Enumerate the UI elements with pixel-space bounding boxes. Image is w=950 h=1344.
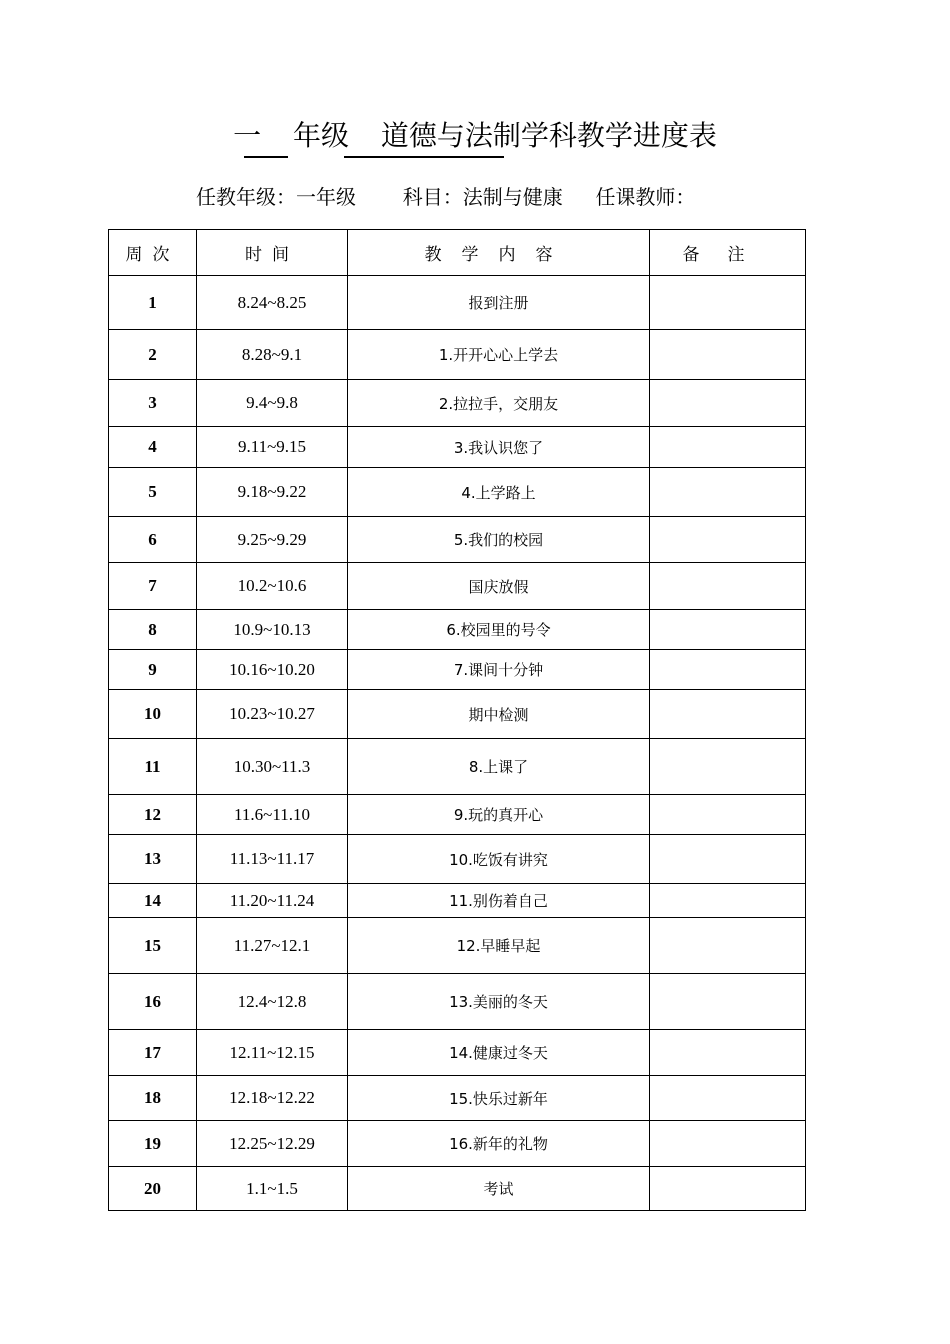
content-cell: 2.拉拉手，交朋友: [348, 380, 650, 427]
date-cell: 10.9~10.13: [197, 610, 348, 650]
table-row: [109, 739, 806, 795]
header-week: 周次: [109, 230, 197, 276]
date-cell: 12.4~12.8: [197, 974, 348, 1030]
date-cell: 8.28~9.1: [197, 330, 348, 380]
subtitle-teacher: 任课教师：: [595, 185, 696, 209]
subtitle-grade: 任教年级：一年级: [196, 185, 356, 209]
table-row: [109, 517, 806, 563]
content-cell: 13.美丽的冬天: [348, 974, 650, 1030]
table-row: [109, 1167, 806, 1211]
table-header-row: [109, 230, 806, 276]
title-underline-grade: [244, 156, 288, 158]
content-cell: 3.我认识您了: [348, 427, 650, 468]
table-row: [109, 690, 806, 739]
subtitle-subject: 科目：法制与健康: [402, 185, 563, 209]
week-cell: 8: [109, 610, 197, 650]
week-cell: 4: [109, 427, 197, 468]
note-cell: [650, 884, 806, 918]
date-cell: 9.11~9.15: [197, 427, 348, 468]
week-cell: 10: [109, 690, 197, 739]
date-cell: 11.6~11.10: [197, 795, 348, 835]
week-cell: 3: [109, 380, 197, 427]
week-cell: 16: [109, 974, 197, 1030]
week-cell: 15: [109, 918, 197, 974]
title-rest: 学科教学进度表: [520, 119, 717, 152]
content-cell: 7.课间十分钟: [348, 650, 650, 690]
table-row: [109, 1030, 806, 1076]
content-cell: 16.新年的礼物: [348, 1121, 650, 1167]
date-cell: 10.16~10.20: [197, 650, 348, 690]
date-cell: 12.18~12.22: [197, 1076, 348, 1121]
title-subject: 道德与法制: [380, 119, 521, 152]
note-cell: [650, 974, 806, 1030]
header-date: 时间: [197, 230, 348, 276]
date-cell: 9.25~9.29: [197, 517, 348, 563]
week-cell: 14: [109, 884, 197, 918]
table-row: [109, 563, 806, 610]
date-cell: 12.11~12.15: [197, 1030, 348, 1076]
note-cell: [650, 835, 806, 884]
week-cell: 6: [109, 517, 197, 563]
week-cell: 13: [109, 835, 197, 884]
note-cell: [650, 1076, 806, 1121]
note-cell: [650, 517, 806, 563]
note-cell: [650, 563, 806, 610]
note-cell: [650, 330, 806, 380]
week-cell: 2: [109, 330, 197, 380]
date-cell: 8.24~8.25: [197, 276, 348, 330]
content-cell: 4.上学路上: [348, 468, 650, 517]
table-row: [109, 974, 806, 1030]
table-row: [109, 835, 806, 884]
note-cell: [650, 739, 806, 795]
content-cell: 15.快乐过新年: [348, 1076, 650, 1121]
note-cell: [650, 1167, 806, 1211]
table-row: [109, 330, 806, 380]
note-cell: [650, 468, 806, 517]
note-cell: [650, 380, 806, 427]
content-cell: 5.我们的校园: [348, 517, 650, 563]
table-row: [109, 918, 806, 974]
subtitle: [196, 180, 695, 214]
table-row: [109, 795, 806, 835]
content-cell: 8.上课了: [348, 739, 650, 795]
date-cell: 11.13~11.17: [197, 835, 348, 884]
note-cell: [650, 690, 806, 739]
week-cell: 9: [109, 650, 197, 690]
week-cell: 20: [109, 1167, 197, 1211]
table-row: [109, 380, 806, 427]
week-cell: 7: [109, 563, 197, 610]
table-row: [109, 650, 806, 690]
title-grade: 一: [233, 119, 262, 152]
note-cell: [650, 1030, 806, 1076]
week-cell: 19: [109, 1121, 197, 1167]
page-title: [0, 112, 950, 160]
note-cell: [650, 276, 806, 330]
week-cell: 1: [109, 276, 197, 330]
content-cell: 期中检测: [348, 690, 650, 739]
content-cell: 报到注册: [348, 276, 650, 330]
week-cell: 5: [109, 468, 197, 517]
title-grade-word: 年级: [292, 119, 349, 152]
title-underline-subject: [344, 156, 504, 158]
note-cell: [650, 650, 806, 690]
content-cell: 1.开开心心上学去: [348, 330, 650, 380]
date-cell: 10.23~10.27: [197, 690, 348, 739]
header-content: 教学内容: [348, 230, 650, 276]
date-cell: 9.18~9.22: [197, 468, 348, 517]
table-row: [109, 427, 806, 468]
week-cell: 12: [109, 795, 197, 835]
note-cell: [650, 918, 806, 974]
date-cell: 11.20~11.24: [197, 884, 348, 918]
date-cell: 10.30~11.3: [197, 739, 348, 795]
week-cell: 11: [109, 739, 197, 795]
table-row: [109, 276, 806, 330]
table-row: [109, 468, 806, 517]
content-cell: 12.早睡早起: [348, 918, 650, 974]
table-row: [109, 1076, 806, 1121]
content-cell: 6.校园里的号令: [348, 610, 650, 650]
date-cell: 12.25~12.29: [197, 1121, 348, 1167]
note-cell: [650, 1121, 806, 1167]
table-row: [109, 610, 806, 650]
header-note: 备注: [650, 230, 806, 276]
content-cell: 11.别伤着自己: [348, 884, 650, 918]
week-cell: 18: [109, 1076, 197, 1121]
week-cell: 17: [109, 1030, 197, 1076]
table-row: [109, 1121, 806, 1167]
note-cell: [650, 795, 806, 835]
date-cell: 1.1~1.5: [197, 1167, 348, 1211]
content-cell: 9.玩的真开心: [348, 795, 650, 835]
note-cell: [650, 427, 806, 468]
date-cell: 9.4~9.8: [197, 380, 348, 427]
content-cell: 10.吃饭有讲究: [348, 835, 650, 884]
table-row: [109, 884, 806, 918]
note-cell: [650, 610, 806, 650]
content-cell: 国庆放假: [348, 563, 650, 610]
content-cell: 14.健康过冬天: [348, 1030, 650, 1076]
content-cell: 考试: [348, 1167, 650, 1211]
schedule-table: [108, 229, 806, 1211]
date-cell: 11.27~12.1: [197, 918, 348, 974]
date-cell: 10.2~10.6: [197, 563, 348, 610]
